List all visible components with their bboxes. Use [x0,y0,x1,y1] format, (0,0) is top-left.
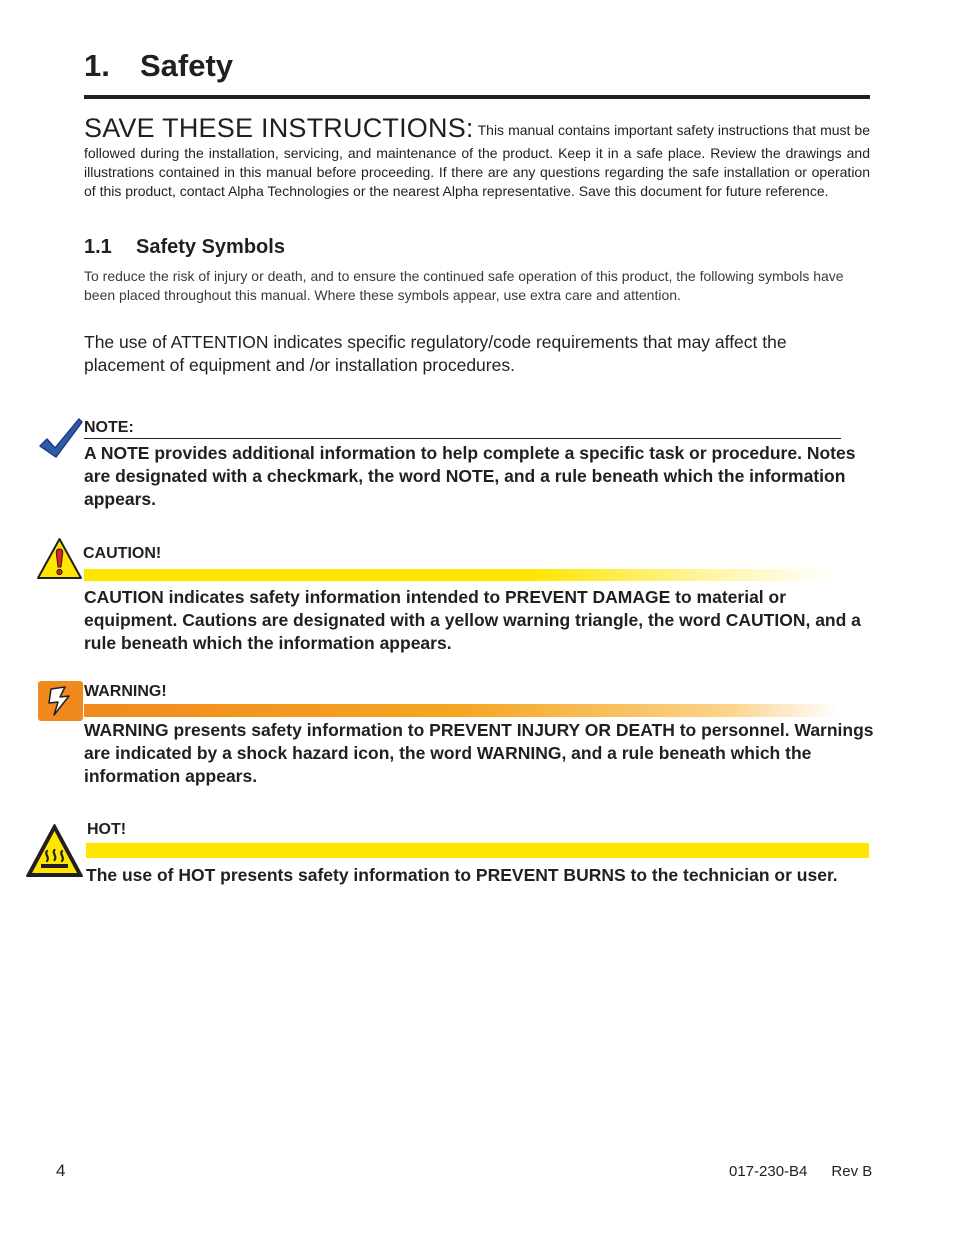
warning-label: WARNING! [84,683,167,700]
warning-text: WARNING presents safety information to PREVENT INJURY OR DEATH to personnel. Warnings are indicated by a shock hazard icon, the word WARNING, and a rule beneath which the information appears. [84,720,874,786]
section-number: 1.1 [84,236,112,258]
note-rule [84,438,841,439]
caution-text: CAUTION indicates safety information intended to PREVENT DAMAGE to material or equipment. Cautions are designated with a yellow warning triangle, the word CAUTION, and a rule beneath which the information appears. [84,587,861,653]
shock-hazard-icon [38,681,83,721]
intro-text: This manual contains important safety instructions that must be followed during the installation, servicing, and maintenance of the product. Keep it in a safe place. Review the drawings and illustrations contained in this manual before proceeding. If there are any questions regarding the safe installation or operation of this product, contact Alpha Technologies or the nearest Alpha representative. Save this document for future reference. [84,122,870,199]
hot-surface-icon [25,823,84,878]
intro-paragraph [84,112,870,201]
warning-rule [84,704,840,717]
hot-text: The use of HOT presents safety information to PREVENT BURNS to the technician or user. [86,865,838,885]
save-instructions-lead: SAVE THESE INSTRUCTIONS: [84,113,474,143]
document-id [729,1163,872,1180]
section-intro: To reduce the risk of injury or death, and to ensure the continued safe operation of this product, the following symbols have been placed throughout this manual. Where these symbols appear, use extra care and attention. [84,268,844,303]
section-heading [84,236,285,259]
chapter-title: Safety [140,48,234,83]
note-label: NOTE: [84,419,134,436]
page-number: 4 [56,1161,66,1180]
doc-number: 017-230-B4 [729,1163,808,1180]
title-rule [84,95,870,99]
warning-triangle-icon [36,537,83,580]
hot-rule [86,843,869,858]
revision: Rev B [831,1163,873,1180]
caution-label: CAUTION! [83,545,162,562]
chapter-number: 1. [84,48,110,83]
section-title: Safety Symbols [136,236,285,258]
caution-rule [84,569,834,581]
note-text: A NOTE provides additional information to help complete a specific task or procedure. Notes are designated with a checkmark, the word NOTE, and a rule beneath which the information appears. [84,443,856,509]
checkmark-icon [38,416,84,460]
page-title [84,48,233,84]
attention-paragraph: The use of ATTENTION indicates specific regulatory/code requirements that may affect the placement of equipment and /or installation procedures. [84,332,787,375]
hot-label: HOT! [87,821,127,838]
